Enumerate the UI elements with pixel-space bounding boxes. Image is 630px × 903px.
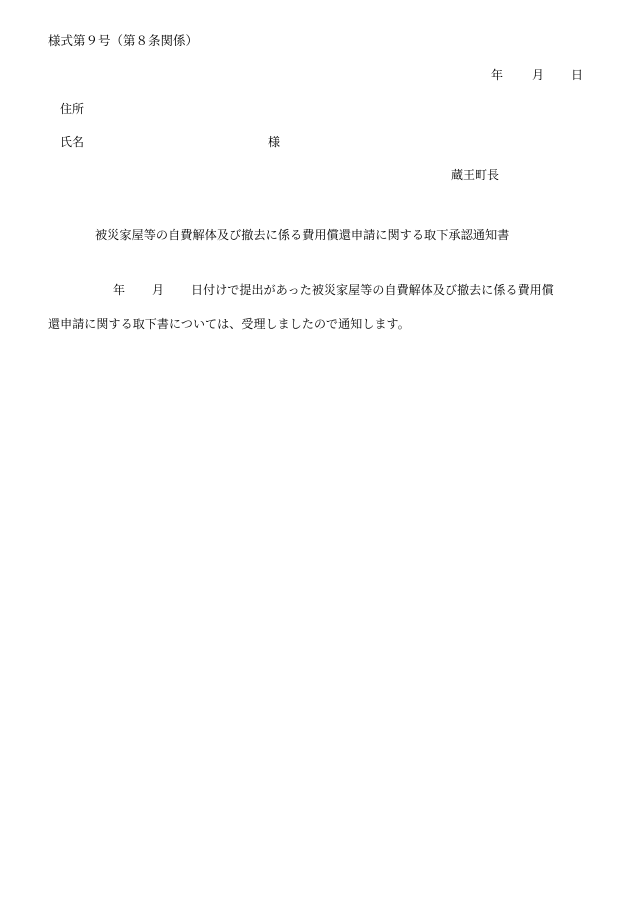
body-month-label: 月 xyxy=(152,283,165,297)
issuer-name: 蔵王町長 xyxy=(451,168,500,182)
document-title: 被災家屋等の自費解体及び撤去に係る費用償還申請に関する取下承認通知書 xyxy=(95,228,510,242)
body-year-label: 年 xyxy=(113,283,126,297)
address-label: 住所 xyxy=(60,102,85,116)
form-number-header: 様式第９号（第８条関係） xyxy=(48,33,199,48)
name-label: 氏名 xyxy=(60,135,85,149)
honorific-sama: 様 xyxy=(268,135,281,149)
date-year-label: 年 xyxy=(491,68,504,82)
date-day-label: 日 xyxy=(571,68,584,82)
body-text-line-2: 還申請に関する取下書については、受理しましたので通知します。 xyxy=(48,317,410,331)
body-text-line-1: 日付けで提出があった被災家屋等の自費解体及び撤去に係る費用償 xyxy=(191,283,554,297)
date-month-label: 月 xyxy=(532,68,545,82)
